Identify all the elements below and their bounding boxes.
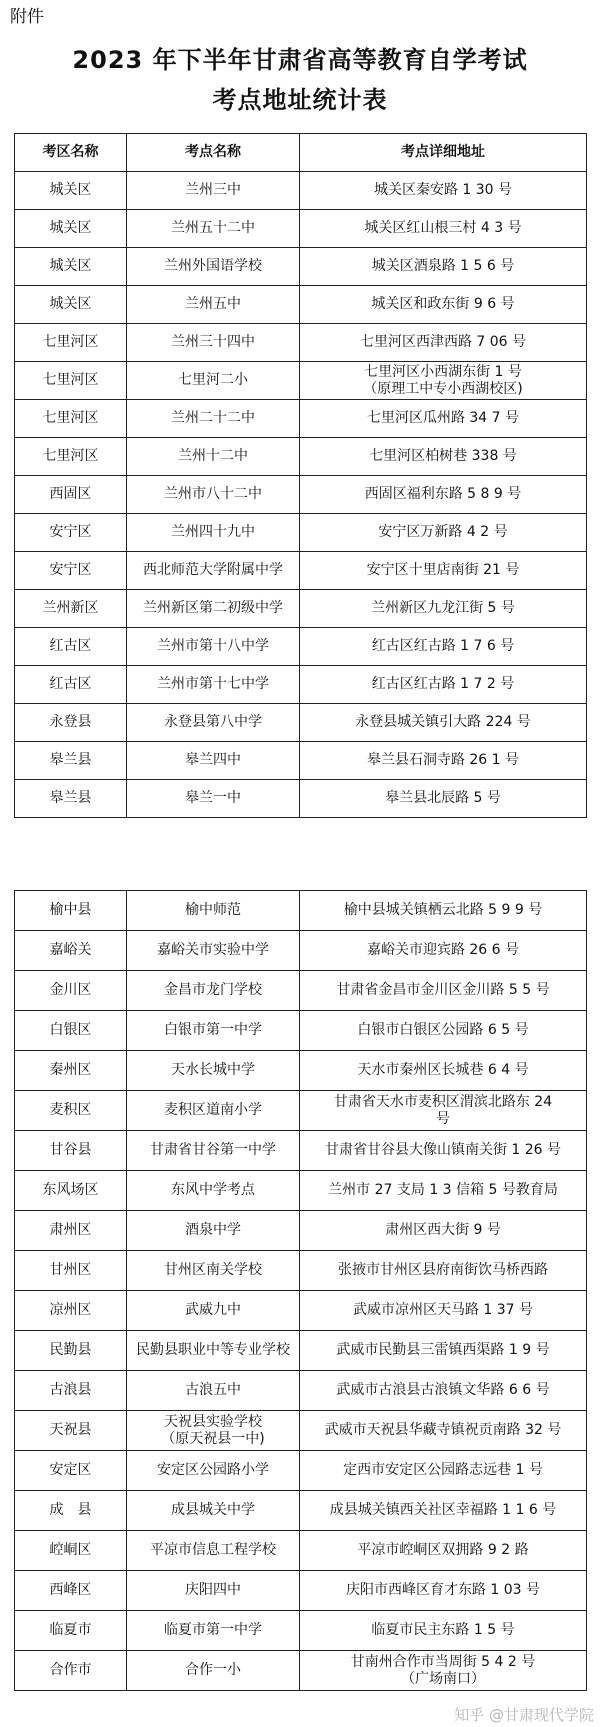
cell-district: 金川区 — [15, 971, 127, 1011]
cell-address: 白银市白银区公园路 6 5 号 — [300, 1011, 587, 1051]
cell-site-name: 金昌市龙门学校 — [127, 971, 300, 1011]
table-row — [15, 1651, 587, 1691]
cell-address: 甘肃省甘谷县大像山镇南关街 1 26 号 — [300, 1131, 587, 1171]
cell-district: 合作市 — [15, 1651, 127, 1691]
table-row — [15, 1491, 587, 1531]
cell-address: 安宁区万新路 4 2 号 — [300, 514, 587, 552]
cell-address: 武威市天祝县华藏寺镇祝贡南路 32 号 — [300, 1411, 587, 1451]
cell-address: 甘肃省金昌市金川区金川路 5 5 号 — [300, 971, 587, 1011]
cell-site-name: 兰州新区第二初级中学 — [127, 590, 300, 628]
cell-address: 兰州市 27 支局 1 3 信箱 5 号教育局 — [300, 1171, 587, 1211]
cell-address: 榆中县城关镇栖云北路 5 9 9 号 — [300, 891, 587, 931]
cell-address: 肃州区西大街 9 号 — [300, 1211, 587, 1251]
cell-district: 榆中县 — [15, 891, 127, 931]
cell-site-name: 平凉市信息工程学校 — [127, 1531, 300, 1571]
header-district: 考区名称 — [15, 134, 127, 172]
cell-site-name: 庆阳四中 — [127, 1571, 300, 1611]
table-row — [15, 1571, 587, 1611]
cell-district: 麦积区 — [15, 1091, 127, 1131]
cell-site-name: 白银市第一中学 — [127, 1011, 300, 1051]
cell-site-name: 武威九中 — [127, 1291, 300, 1331]
cell-district: 嘉峪关 — [15, 931, 127, 971]
cell-site-name: 民勤县职业中等专业学校 — [127, 1331, 300, 1371]
table-row — [15, 1451, 587, 1491]
cell-address: 城关区酒泉路 1 5 6 号 — [300, 248, 587, 286]
cell-district: 七里河区 — [15, 438, 127, 476]
cell-address: 皋兰县石洞寺路 26 1 号 — [300, 742, 587, 780]
cell-district: 城关区 — [15, 286, 127, 324]
cell-district: 民勤县 — [15, 1331, 127, 1371]
document-title: 2023 年下半年甘肃省高等教育自学考试 — [72, 46, 528, 74]
cell-site-name: 兰州三中 — [127, 172, 300, 210]
cell-address: 嘉峪关市迎宾路 26 6 号 — [300, 931, 587, 971]
cell-site-name: 兰州市第十七中学 — [127, 666, 300, 704]
table-row — [15, 1211, 587, 1251]
cell-address: 庆阳市西峰区育才东路 1 03 号 — [300, 1571, 587, 1611]
cell-site-name: 安定区公园路小学 — [127, 1451, 300, 1491]
cell-site-name: 甘州区南关学校 — [127, 1251, 300, 1291]
cell-address: 西固区福利东路 5 8 9 号 — [300, 476, 587, 514]
cell-site-name: 兰州五十二中 — [127, 210, 300, 248]
table-row — [15, 324, 587, 362]
watermark: 知乎 @甘肃现代学院 — [454, 1706, 594, 1724]
cell-district: 秦州区 — [15, 1051, 127, 1091]
table-row — [15, 1531, 587, 1571]
cell-district: 七里河区 — [15, 400, 127, 438]
cell-address: 红古区红古路 1 7 2 号 — [300, 666, 587, 704]
cell-district: 城关区 — [15, 248, 127, 286]
cell-site-name: 兰州三十四中 — [127, 324, 300, 362]
table-row — [15, 514, 587, 552]
table-row — [15, 704, 587, 742]
cell-district: 兰州新区 — [15, 590, 127, 628]
cell-address: 安宁区十里店南街 21 号 — [300, 552, 587, 590]
table-row — [15, 1171, 587, 1211]
cell-district: 天祝县 — [15, 1411, 127, 1451]
cell-site-name: 榆中师范 — [127, 891, 300, 931]
cell-district: 白银区 — [15, 1011, 127, 1051]
cell-site-name: 东风中学考点 — [127, 1171, 300, 1211]
cell-site-name: 皋兰四中 — [127, 742, 300, 780]
cell-address: 成县城关镇西关社区幸福路 1 1 6 号 — [300, 1491, 587, 1531]
cell-site-name: 七里河二小 — [127, 362, 300, 400]
cell-site-name: 兰州市八十二中 — [127, 476, 300, 514]
cell-address: 武威市古浪县古浪镇文华路 6 6 号 — [300, 1371, 587, 1411]
cell-district: 西峰区 — [15, 1571, 127, 1611]
cell-site-name: 兰州市第十八中学 — [127, 628, 300, 666]
table-row — [15, 891, 587, 931]
cell-district: 永登县 — [15, 704, 127, 742]
cell-address: 红古区红古路 1 7 6 号 — [300, 628, 587, 666]
cell-district: 七里河区 — [15, 324, 127, 362]
cell-site-name: 兰州五中 — [127, 286, 300, 324]
cell-district: 成 县 — [15, 1491, 127, 1531]
table-row — [15, 362, 587, 400]
cell-site-name: 皋兰一中 — [127, 780, 300, 818]
table-row — [15, 248, 587, 286]
cell-address: 临夏市民主东路 1 5 号 — [300, 1611, 587, 1651]
cell-site-name: 西北师范大学附属中学 — [127, 552, 300, 590]
header-address: 考点详细地址 — [300, 134, 587, 172]
table-row — [15, 1611, 587, 1651]
table-row — [15, 210, 587, 248]
cell-district: 西固区 — [15, 476, 127, 514]
table-row — [15, 1131, 587, 1171]
table-row — [15, 400, 587, 438]
cell-address: 甘肃省天水市麦积区渭滨北路东 24 号 — [300, 1091, 587, 1131]
cell-site-name: 甘肃省甘谷第一中学 — [127, 1131, 300, 1171]
cell-address: 永登县城关镇引大路 224 号 — [300, 704, 587, 742]
table-header-row — [15, 134, 587, 172]
cell-district: 城关区 — [15, 210, 127, 248]
cell-district: 肃州区 — [15, 1211, 127, 1251]
table-row — [15, 666, 587, 704]
cell-address: 七里河区瓜州路 34 7 号 — [300, 400, 587, 438]
cell-site-name: 兰州外国语学校 — [127, 248, 300, 286]
table-row — [15, 1251, 587, 1291]
table-row — [15, 286, 587, 324]
cell-address: 七里河区西津西路 7 06 号 — [300, 324, 587, 362]
cell-address: 甘南州合作市当周街 5 4 2 号 （广场南口） — [300, 1651, 587, 1691]
cell-site-name: 合作一小 — [127, 1651, 300, 1691]
table-row — [15, 1291, 587, 1331]
cell-district: 甘州区 — [15, 1251, 127, 1291]
table-row — [15, 1011, 587, 1051]
header-site-name: 考点名称 — [127, 134, 300, 172]
cell-site-name: 天水长城中学 — [127, 1051, 300, 1091]
table-row — [15, 971, 587, 1011]
cell-site-name: 酒泉中学 — [127, 1211, 300, 1251]
cell-district: 红古区 — [15, 666, 127, 704]
cell-address: 平凉市崆峒区双拥路 9 2 路 — [300, 1531, 587, 1571]
table-row — [15, 1411, 587, 1451]
table-row — [15, 1331, 587, 1371]
cell-district: 甘谷县 — [15, 1131, 127, 1171]
cell-address: 定西市安定区公园路志远巷 1 号 — [300, 1451, 587, 1491]
cell-district: 红古区 — [15, 628, 127, 666]
cell-site-name: 成县城关中学 — [127, 1491, 300, 1531]
exam-site-table-part2 — [14, 890, 587, 1691]
table-row — [15, 1051, 587, 1091]
cell-address: 武威市凉州区天马路 1 37 号 — [300, 1291, 587, 1331]
cell-site-name: 兰州四十九中 — [127, 514, 300, 552]
cell-address: 七里河区柏树巷 338 号 — [300, 438, 587, 476]
table-row — [15, 742, 587, 780]
cell-district: 皋兰县 — [15, 742, 127, 780]
cell-district: 七里河区 — [15, 362, 127, 400]
cell-site-name: 永登县第八中学 — [127, 704, 300, 742]
cell-address: 城关区和政东街 9 6 号 — [300, 286, 587, 324]
table-row — [15, 628, 587, 666]
table-row — [15, 590, 587, 628]
exam-site-table-part1 — [14, 133, 587, 818]
cell-district: 安宁区 — [15, 552, 127, 590]
cell-district: 安宁区 — [15, 514, 127, 552]
table-row — [15, 172, 587, 210]
cell-address: 七里河区小西湖东街 1 号 （原理工中专小西湖校区) — [300, 362, 587, 400]
cell-address: 皋兰县北辰路 5 号 — [300, 780, 587, 818]
cell-site-name: 兰州十二中 — [127, 438, 300, 476]
cell-district: 东风场区 — [15, 1171, 127, 1211]
cell-address: 城关区红山根三村 4 3 号 — [300, 210, 587, 248]
cell-site-name: 麦积区道南小学 — [127, 1091, 300, 1131]
cell-district: 古浪县 — [15, 1371, 127, 1411]
cell-district: 皋兰县 — [15, 780, 127, 818]
table-row — [15, 780, 587, 818]
cell-site-name: 嘉峪关市实验中学 — [127, 931, 300, 971]
table-row — [15, 1091, 587, 1131]
cell-district: 临夏市 — [15, 1611, 127, 1651]
cell-site-name: 天祝县实验学校 （原天祝县一中) — [127, 1411, 300, 1451]
cell-address: 武威市民勤县三雷镇西渠路 1 9 号 — [300, 1331, 587, 1371]
cell-address: 天水市秦州区长城巷 6 4 号 — [300, 1051, 587, 1091]
table-row — [15, 438, 587, 476]
cell-district: 凉州区 — [15, 1291, 127, 1331]
cell-address: 兰州新区九龙江街 5 号 — [300, 590, 587, 628]
cell-site-name: 临夏市第一中学 — [127, 1611, 300, 1651]
cell-district: 崆峒区 — [15, 1531, 127, 1571]
document-subtitle: 考点地址统计表 — [212, 86, 388, 114]
cell-address: 城关区秦安路 1 30 号 — [300, 172, 587, 210]
cell-site-name: 古浪五中 — [127, 1371, 300, 1411]
table-row — [15, 476, 587, 514]
table-row — [15, 552, 587, 590]
attachment-label: 附件 — [10, 7, 44, 27]
cell-address: 张掖市甘州区县府南街饮马桥西路 — [300, 1251, 587, 1291]
cell-site-name: 兰州二十二中 — [127, 400, 300, 438]
table-row — [15, 931, 587, 971]
table-row — [15, 1371, 587, 1411]
cell-district: 安定区 — [15, 1451, 127, 1491]
cell-district: 城关区 — [15, 172, 127, 210]
